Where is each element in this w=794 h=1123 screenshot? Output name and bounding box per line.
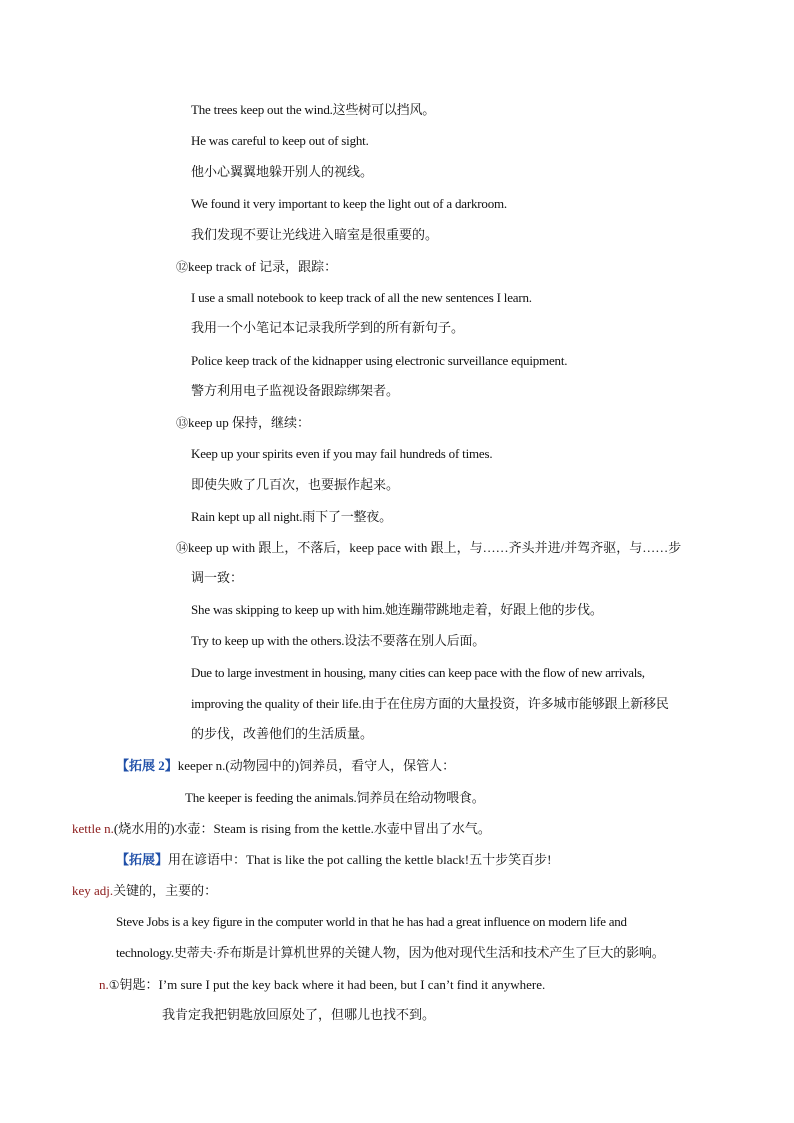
- example-sentence: She was skipping to keep up with him.她连蹦带跳地走着，好跟上他的步伐。: [191, 602, 603, 617]
- example-sentence: improving the quality of their life.由于在住房方面的大量投资，许多城市能够跟上新移民: [191, 696, 669, 711]
- headword-entry-kettle: [72, 820, 491, 838]
- phrase-entry-keep-up: [176, 414, 310, 432]
- translation: 的步伐，改善他们的生活质量。: [191, 727, 374, 742]
- example-sentence: I use a small notebook to keep track of all the new sentences I learn.: [191, 290, 532, 305]
- example-sentence: He was careful to keep out of sight.: [191, 133, 369, 148]
- translation: 他小心翼翼地躲开别人的视线。: [191, 165, 374, 180]
- example-sentence: The trees keep out the wind.这些树可以挡风。: [191, 102, 436, 117]
- extension-tag: 【拓展】: [116, 852, 169, 867]
- translation: 我肯定我把钥匙放回原处了，但哪儿也找不到。: [162, 1008, 436, 1023]
- phrase-definition: keep track of 记录，跟踪：: [188, 259, 338, 274]
- example-sentence: technology.史蒂夫·乔布斯是计算机世界的关键人物，因为他对现代生活和技术产生了巨大的影响。: [116, 945, 665, 960]
- sense-entry-key-noun: [99, 976, 545, 994]
- circled-number: ⑫: [176, 260, 189, 274]
- translation: 我们发现不要让光线进入暗室是很重要的。: [191, 228, 439, 243]
- translation: 即使失败了几百次，也要振作起来。: [191, 478, 400, 493]
- translation: 警方利用电子监视设备跟踪绑架者。: [191, 384, 400, 399]
- part-of-speech: n.: [99, 977, 109, 992]
- example-sentence: Rain kept up all night.雨下了一整夜。: [191, 509, 392, 524]
- example-sentence: We found it very important to keep the light out of a darkroom.: [191, 196, 507, 211]
- example-sentence: Try to keep up with the others.设法不要落在别人后面。: [191, 633, 486, 648]
- phrase-definition: keep up 保持，继续：: [188, 415, 311, 430]
- entry-definition: 钥匙：I’m sure I put the key back where it had been, but I can’t find it anywhere.: [119, 977, 546, 992]
- example-sentence: Keep up your spirits even if you may fail hundreds of times.: [191, 446, 493, 461]
- headword: kettle n.: [72, 821, 114, 836]
- phrase-definition-continued: 调一致：: [191, 571, 244, 586]
- headword-entry-key: [72, 882, 217, 900]
- example-sentence: Due to large investment in housing, many cities can keep pace with the flow of new arrivals,: [191, 665, 645, 680]
- translation: 我用一个小笔记本记录我所学到的所有新句子。: [191, 321, 465, 336]
- example-sentence: The keeper is feeding the animals.饲养员在给动物喂食。: [185, 790, 485, 805]
- entry-definition: 用在谚语中：That is like the pot calling the kettle black!五十步笑百步!: [168, 852, 552, 867]
- entry-definition: (烧水用的)水壶：Steam is rising from the kettle.水壶中冒出了水气。: [113, 821, 491, 836]
- extension-tag: 【拓展 2】: [116, 758, 178, 773]
- circled-number: ⑭: [176, 541, 189, 555]
- example-sentence: Steve Jobs is a key figure in the computer world in that he has had a great influence on modern life and: [116, 914, 627, 929]
- headword: key adj.: [72, 883, 114, 898]
- circled-number: ⑬: [176, 416, 189, 430]
- entry-definition: 关键的，主要的：: [113, 883, 218, 898]
- extension-entry-proverb: [116, 851, 551, 869]
- example-sentence: Police keep track of the kidnapper using electronic surveillance equipment.: [191, 353, 568, 368]
- phrase-definition: keep up with 跟上，不落后，keep pace with 跟上，与……齐头并进/并驾齐驱，与……步: [188, 540, 682, 555]
- phrase-entry-keep-up-with: [176, 539, 681, 557]
- circled-number: ①: [108, 978, 120, 992]
- phrase-entry-keep-track-of: [176, 258, 337, 276]
- entry-definition: keeper n.(动物园中的)饲养员，看守人，保管人：: [177, 758, 456, 773]
- extension-entry-keeper: [116, 757, 455, 775]
